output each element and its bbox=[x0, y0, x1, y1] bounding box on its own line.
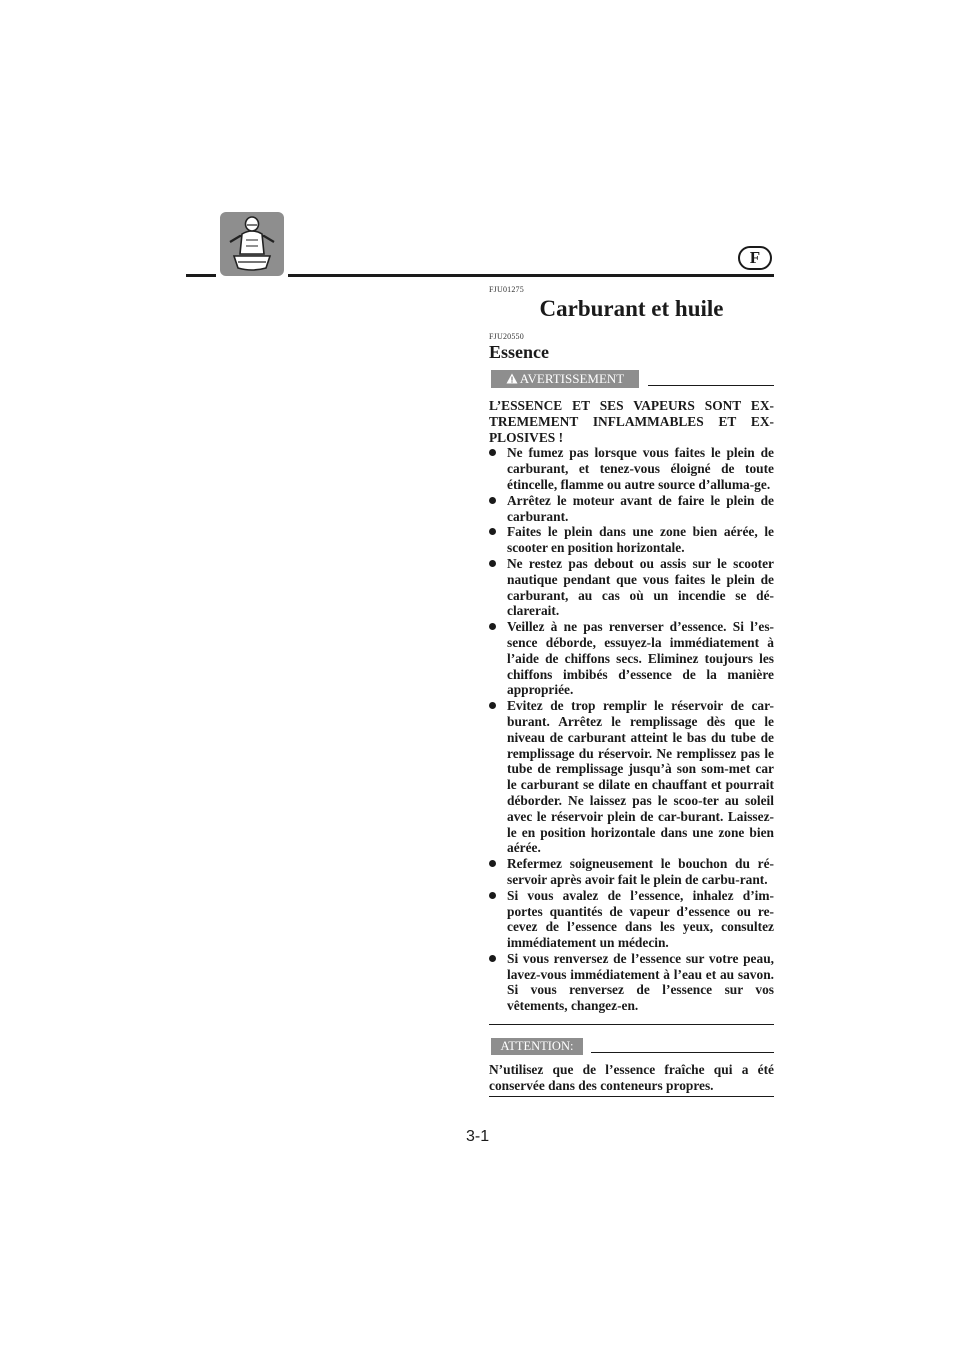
warning-intro: L’ESSENCE ET SES VAPEURS SONT EX-TREMEMENT INFLAMMABLES ET EX-PLOSIVES ! bbox=[489, 398, 774, 445]
bullet-icon bbox=[489, 860, 496, 867]
bullet-icon bbox=[489, 497, 496, 504]
list-item bbox=[489, 619, 774, 698]
warning-label-text: AVERTISSEMENT bbox=[519, 371, 625, 386]
header-rule-left bbox=[186, 274, 216, 277]
list-item-text: Refermez soigneusement le bouchon du ré-servoir après avoir fait le plein de carbu-rant. bbox=[507, 856, 774, 887]
bullet-icon bbox=[489, 955, 496, 962]
list-item bbox=[489, 493, 774, 525]
page-number: 3-1 bbox=[466, 1128, 490, 1145]
attention-label: ATTENTION: bbox=[491, 1038, 583, 1055]
attention-body bbox=[489, 1062, 774, 1094]
list-item-text: Si vous avalez de l’essence, inhalez d’im-portes quantités de vapeur d’essence ou re-cevez de l’essence dans les yeux, consultez immédiatement un médecin. bbox=[507, 887, 774, 951]
attention-rule bbox=[591, 1052, 774, 1053]
list-item bbox=[489, 524, 774, 556]
bullet-icon bbox=[489, 623, 496, 630]
list-item-text: Veillez à ne pas renverser d’essence. Si l’es-sence déborde, essuyez-la immédiatement à l’aide de chiffons secs. Eliminez toujours les chiffons imbibés d’essence de la manière appropriée. bbox=[507, 619, 774, 698]
list-item bbox=[489, 951, 774, 1014]
language-badge: F bbox=[738, 246, 772, 270]
list-item-text: Ne restez pas debout ou assis sur le scooter nautique pendant que vous faites le plein de carburant, au cas où un incendie se dé-clarerait. bbox=[507, 555, 774, 619]
warning-bottom-rule bbox=[489, 1024, 774, 1025]
list-item-text: Ne fumez pas lorsque vous faites le plein de carburant, et tenez-vous éloigné de toute étincelle, flamme ou autre source d’alluma-ge. bbox=[507, 445, 774, 492]
page-title: Carburant et huile bbox=[539, 296, 724, 321]
bullet-icon bbox=[489, 560, 496, 567]
warning-triangle-icon bbox=[506, 373, 518, 384]
bullet-icon bbox=[489, 528, 496, 535]
list-item-text: Arrêtez le moteur avant de faire le plein de carburant. bbox=[507, 492, 774, 524]
subsection-code: FJU20550 bbox=[489, 332, 524, 341]
warning-body bbox=[489, 398, 774, 1014]
list-item-text: Faites le plein dans une zone bien aérée, le scooter en position horizontale. bbox=[507, 524, 774, 556]
bullet-icon bbox=[489, 449, 496, 456]
list-item bbox=[489, 888, 774, 951]
list-item-text: Si vous renversez de l’essence sur votre peau, lavez-vous immédiatement à l’eau et au savon. Si vous renversez de l’essence sur vos vêtements, changez-en. bbox=[507, 950, 774, 1014]
bullet-icon bbox=[489, 892, 496, 899]
attention-bottom-rule bbox=[489, 1096, 774, 1097]
list-item bbox=[489, 698, 774, 856]
list-item-text: Evitez de trop remplir le réservoir de car-burant. Arrêtez le remplissage dès que le niveau de carburant atteint le bas du tube de remplissage du réservoir. Ne remplissez pas le tube de remplissage jusqu’à son som-met car le carburant se dilate en chauffant et pourrait déborder. Ne laissez pas le scoo-ter au soleil avec le réservoir plein de car-burant. Laissez-le en position horizontale dans une zone bien aérée. bbox=[507, 698, 774, 856]
warning-list bbox=[489, 445, 774, 1014]
bullet-icon bbox=[489, 702, 496, 709]
header-rule-right bbox=[288, 274, 774, 277]
list-item bbox=[489, 445, 774, 492]
list-item bbox=[489, 556, 774, 619]
attention-text: N’utilisez que de l’essence fraîche qui a été conservée dans des conteneurs propres. bbox=[489, 1062, 774, 1093]
subsection-title: Essence bbox=[489, 342, 549, 362]
list-item bbox=[489, 856, 774, 888]
jetski-rider-icon bbox=[220, 212, 284, 276]
section-code: FJU01275 bbox=[489, 285, 524, 294]
warning-label bbox=[491, 370, 639, 388]
warning-rule bbox=[648, 385, 774, 386]
